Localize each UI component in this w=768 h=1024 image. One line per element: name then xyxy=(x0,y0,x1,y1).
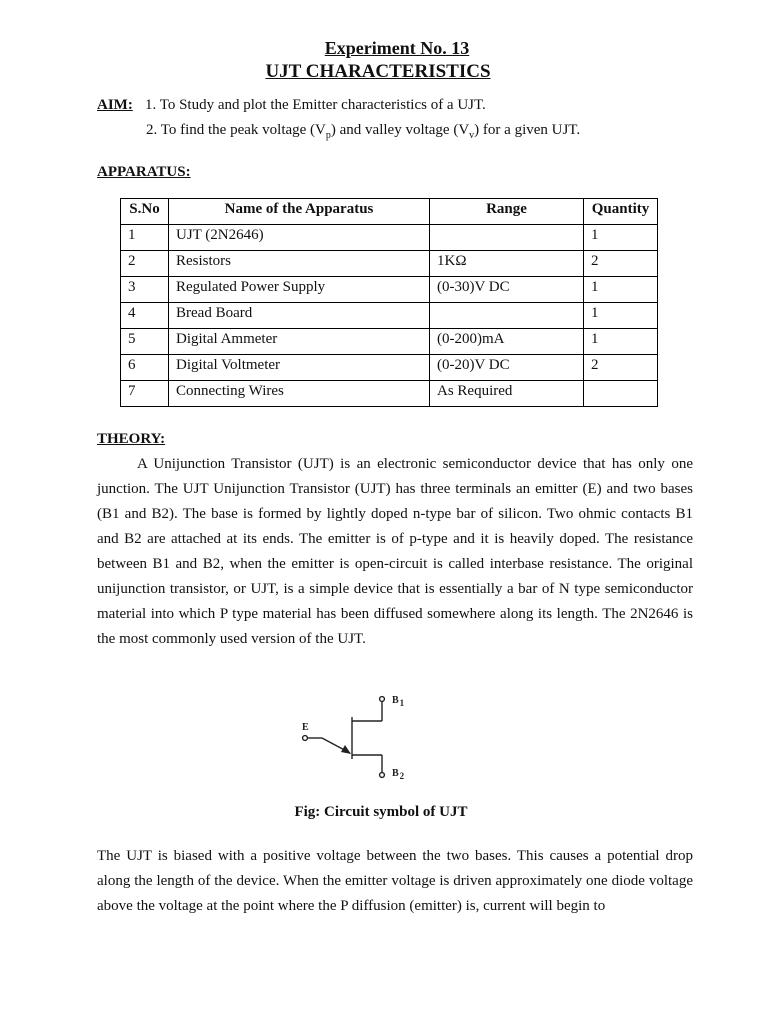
aim-item-2 xyxy=(146,122,580,141)
cell-sno: 6 xyxy=(121,355,169,381)
aim-item-1: 1. To Study and plot the Emitter characteristics of a UJT. xyxy=(145,97,486,113)
table-header-row xyxy=(121,199,658,225)
table-row xyxy=(121,225,658,251)
cell-sno: 4 xyxy=(121,303,169,329)
label-b2-letter: B xyxy=(392,768,399,779)
cell-quantity xyxy=(584,381,658,407)
label-b1-letter: B xyxy=(392,695,399,706)
experiment-number: Experiment No. 13 xyxy=(324,38,470,58)
cell-name: UJT (2N2646) xyxy=(169,225,430,251)
aim-item-2-text-a: 2. To find the peak voltage (V xyxy=(146,122,326,138)
label-b1 xyxy=(392,695,405,708)
b2-terminal xyxy=(380,773,385,778)
b1-terminal xyxy=(380,697,385,702)
table-row xyxy=(121,355,658,381)
cell-sno: 7 xyxy=(121,381,169,407)
cell-name: Bread Board xyxy=(169,303,430,329)
theory-paragraph-1: A Unijunction Transistor (UJT) is an electronic semiconductor device that has only one junction. The UJT Unijunction Transistor (UJT) has three terminals an emitter (E) and two bases (B1 and B2). The base is formed by lightly doped n-type bar of silicon. Two ohmic contacts B1 and B2 are attached at its ends. The emitter is of p-type and it is heavily doped. The resistance between B1 and B2, when the emitter is open-circuit is called interbase resistance. The original unijunction transistor, or UJT, is a simple device that is essentially a bar of N type semiconductor material into which P type material has been diffused somewhere along its length. The 2N2646 is the most commonly used version of the UJT. xyxy=(97,456,693,647)
label-b2 xyxy=(392,768,405,781)
aim-item-2-text-c: ) for a given UJT. xyxy=(474,122,581,138)
cell-name: Regulated Power Supply xyxy=(169,277,430,303)
aim-heading: AIM: xyxy=(97,97,133,113)
cell-quantity: 1 xyxy=(584,277,658,303)
cell-sno: 2 xyxy=(121,251,169,277)
label-e: E xyxy=(302,722,309,733)
label-b1-sub: 1 xyxy=(399,698,405,708)
cell-range: (0-200)mA xyxy=(430,329,584,355)
label-b2-sub: 2 xyxy=(399,771,405,781)
aim-item-2-sub-p: p xyxy=(325,130,331,141)
column-header-sno: S.No xyxy=(121,199,169,225)
cell-sno: 1 xyxy=(121,225,169,251)
cell-name: Connecting Wires xyxy=(169,381,430,407)
figure-caption: Fig: Circuit symbol of UJT xyxy=(294,804,468,820)
emitter-arrow xyxy=(341,745,351,754)
emitter-terminal xyxy=(303,736,308,741)
cell-quantity: 1 xyxy=(584,329,658,355)
cell-quantity: 2 xyxy=(584,251,658,277)
aim-item-2-sub-v: v xyxy=(469,130,475,141)
cell-quantity: 1 xyxy=(584,303,658,329)
cell-sno: 3 xyxy=(121,277,169,303)
column-header-range: Range xyxy=(430,199,584,225)
aim-item-2-text-b: ) and valley voltage (V xyxy=(330,122,470,138)
table-row xyxy=(121,303,658,329)
cell-range xyxy=(430,225,584,251)
cell-name: Digital Ammeter xyxy=(169,329,430,355)
theory-heading: THEORY: xyxy=(97,431,166,447)
apparatus-heading: APPARATUS: xyxy=(97,164,191,180)
cell-range: As Required xyxy=(430,381,584,407)
cell-range: (0-30)V DC xyxy=(430,277,584,303)
table-row xyxy=(121,381,658,407)
cell-sno: 5 xyxy=(121,329,169,355)
table-row xyxy=(121,329,658,355)
cell-range: (0-20)V DC xyxy=(430,355,584,381)
apparatus-table xyxy=(120,198,658,407)
table-row xyxy=(121,277,658,303)
cell-quantity: 1 xyxy=(584,225,658,251)
theory-paragraph-2: The UJT is biased with a positive voltage between the two bases. This causes a potential drop along the length of the device. When the emitter voltage is driven approximately one diode voltage above the voltage at the point where the P diffusion (emitter) is, current will begin to xyxy=(97,848,693,914)
cell-quantity: 2 xyxy=(584,355,658,381)
ujt-circuit-symbol xyxy=(296,688,420,784)
column-header-name: Name of the Apparatus xyxy=(169,199,430,225)
cell-name: Resistors xyxy=(169,251,430,277)
cell-name: Digital Voltmeter xyxy=(169,355,430,381)
page-title: UJT CHARACTERISTICS xyxy=(265,61,491,82)
cell-range: 1KΩ xyxy=(430,251,584,277)
table-row xyxy=(121,251,658,277)
column-header-quantity: Quantity xyxy=(584,199,658,225)
cell-range xyxy=(430,303,584,329)
